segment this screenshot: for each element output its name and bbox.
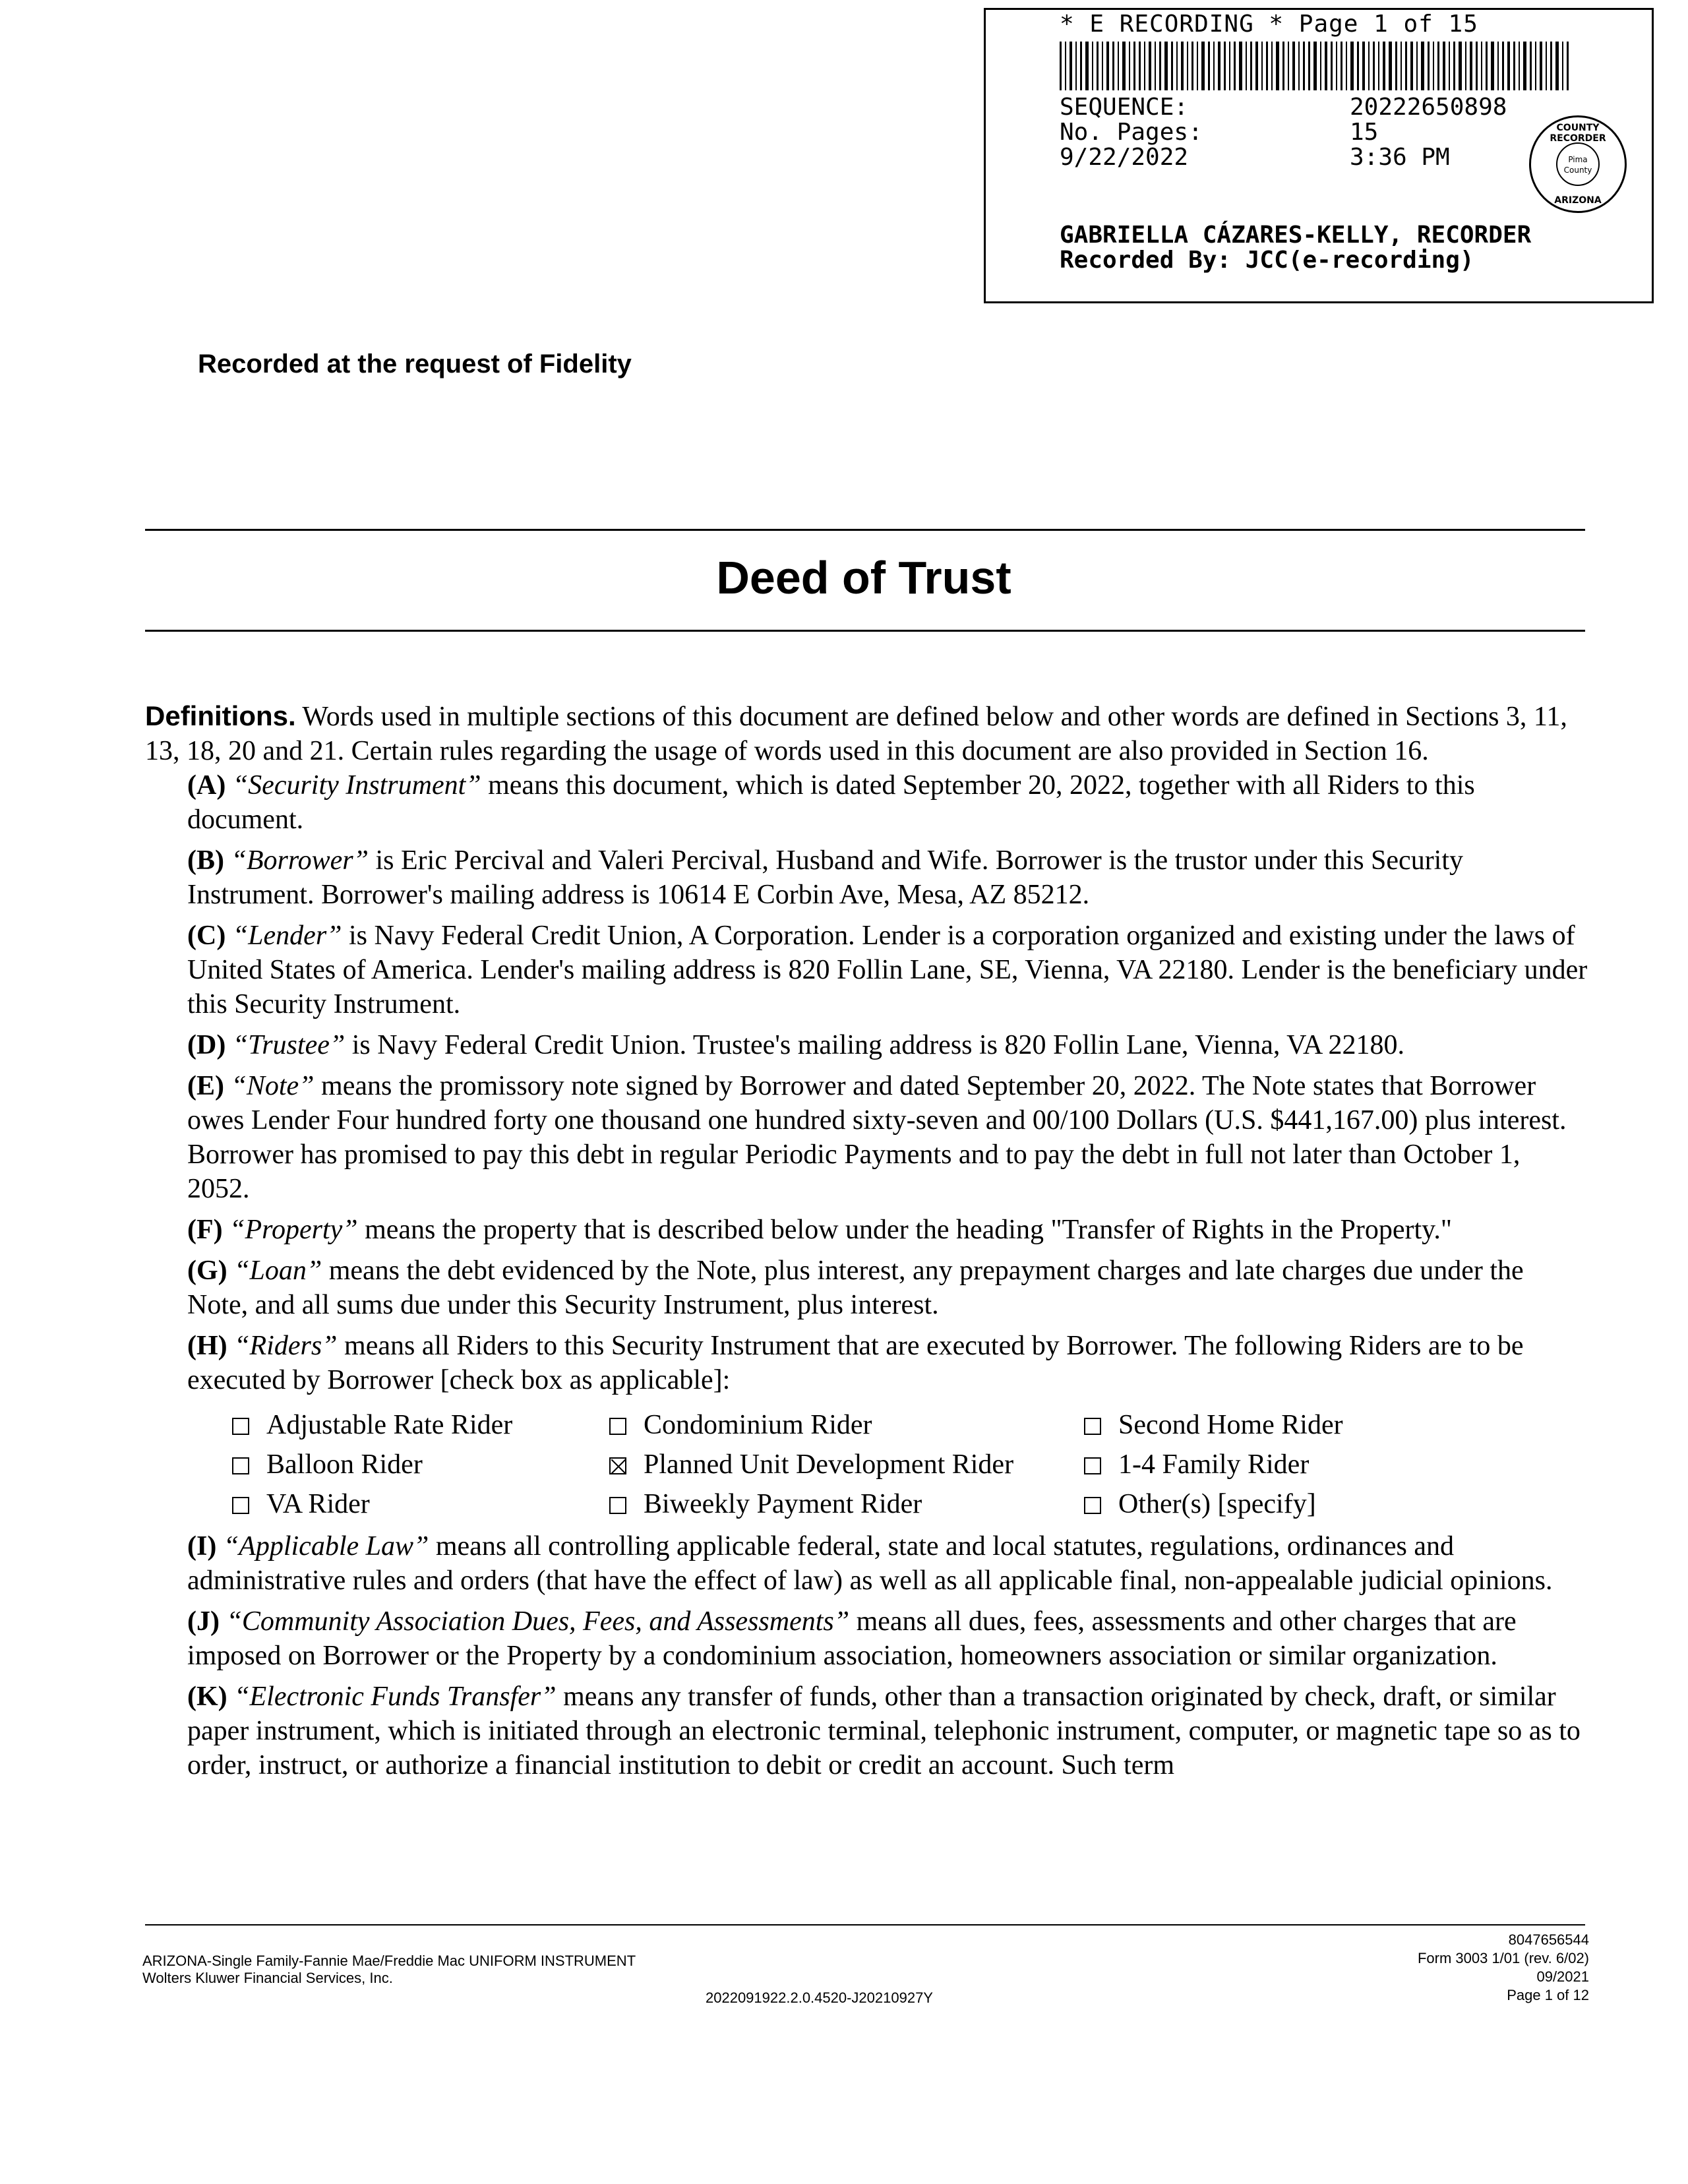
barcode-bar <box>1502 42 1504 90</box>
definition-text: means the property that is described below under the heading "Transfer of Rights in the Property." <box>357 1215 1453 1245</box>
barcode-bar <box>1224 42 1226 90</box>
rider-label: Adjustable Rate Rider <box>266 1410 513 1440</box>
definition-text: means all dues, fees, assessments and other charges that are imposed on Borrower or the Property by a condominium association, homeowners association or similar organization. <box>187 1606 1517 1671</box>
barcode-bar <box>1085 42 1089 90</box>
recorder-name: GABRIELLA CÁZARES-KELLY, RECORDER <box>1060 222 1532 249</box>
barcode-bar <box>1276 42 1279 90</box>
barcode-bar <box>1181 42 1184 90</box>
seal-top-text: COUNTY RECORDER <box>1550 123 1606 144</box>
barcode-bar <box>1097 42 1099 90</box>
pages-label: No. Pages: <box>1060 119 1203 146</box>
barcode-bar <box>1106 42 1109 90</box>
definition-item <box>145 1213 1589 1247</box>
barcode-bar <box>1350 42 1354 90</box>
footer-loan-number: 8047656544 <box>1508 1931 1589 1948</box>
barcode-bar <box>1530 42 1532 90</box>
barcode-bar <box>1470 42 1472 90</box>
footer-rule <box>145 1924 1585 1926</box>
rider-option <box>609 1408 1084 1442</box>
rider-label: Planned Unit Development Rider <box>644 1449 1014 1480</box>
barcode-bar <box>1433 42 1434 90</box>
request-line: Recorded at the request of Fidelity <box>198 349 632 379</box>
rider-option <box>232 1408 609 1442</box>
definition-item <box>145 1680 1589 1782</box>
barcode-bar <box>1118 42 1119 90</box>
definition-text: means all Riders to this Security Instrument that are executed by Borrower. The following Riders are to be executed by Borrower [check box as applicable]: <box>187 1331 1524 1395</box>
definition-item <box>145 1604 1589 1673</box>
barcode-bar <box>1507 42 1510 90</box>
barcode-bar <box>1378 42 1379 90</box>
rider-option <box>232 1447 609 1482</box>
definitions-intro <box>145 699 1589 768</box>
barcode-bar <box>1513 42 1515 90</box>
barcode-bar <box>1271 42 1273 90</box>
barcode-bar <box>1213 42 1215 90</box>
definition-item <box>145 1028 1589 1062</box>
definition-term: “Riders” <box>234 1331 338 1361</box>
barcode-bar <box>1405 42 1407 90</box>
barcode-bar <box>1261 42 1263 90</box>
barcode-bar <box>1459 42 1462 90</box>
seal-center-text: Pima County <box>1556 142 1600 186</box>
definition-letter: (J) <box>187 1606 220 1637</box>
barcode-bar <box>1191 42 1193 90</box>
definition-letter: (F) <box>187 1215 223 1245</box>
barcode-bar <box>1476 42 1478 90</box>
barcode-bar <box>1567 42 1569 90</box>
definition-item <box>145 1254 1589 1322</box>
barcode-bar <box>1070 42 1072 90</box>
county-seal-icon <box>1529 115 1627 213</box>
barcode-bar <box>1416 42 1418 90</box>
definition-letter: (B) <box>187 845 224 876</box>
definition-text: is Navy Federal Credit Union, A Corporation. Lender is a corporation organized and existing under the laws of United States of America. Lender's mailing address is 820 Follin Lane, SE, Vienna, VA 22180. Lender is the beneficiary under this Security Instrument. <box>187 921 1588 1019</box>
barcode-bar <box>1092 42 1093 90</box>
rider-option <box>1084 1447 1414 1482</box>
stamp-header: * E RECORDING * Page 1 of 15 <box>1060 11 1478 38</box>
barcode-bar <box>1102 42 1103 90</box>
rider-label: Biweekly Payment Rider <box>644 1489 922 1519</box>
barcode-bar <box>1255 42 1258 90</box>
barcode-bar <box>1421 42 1424 90</box>
barcode-bar <box>1437 42 1439 90</box>
rider-label: Second Home Rider <box>1118 1410 1343 1440</box>
document-body <box>145 699 1589 1782</box>
barcode-bar <box>1486 42 1488 90</box>
barcode-bar <box>1139 42 1141 90</box>
barcode-bar <box>1266 42 1268 90</box>
checkbox-icon <box>232 1418 249 1435</box>
barcode-bar <box>1060 42 1062 90</box>
barcode-bar <box>1383 42 1385 90</box>
rider-option <box>1084 1487 1414 1521</box>
checkbox-icon <box>1084 1497 1101 1514</box>
barcode-bar <box>1234 42 1236 90</box>
barcode-bar <box>1129 42 1130 90</box>
definition-letter: (C) <box>187 921 226 951</box>
definition-letter: (K) <box>187 1682 227 1712</box>
recording-stamp <box>984 8 1654 303</box>
checkbox-icon <box>609 1497 626 1514</box>
rider-label: 1-4 Family Rider <box>1118 1449 1310 1480</box>
barcode-bar <box>1331 42 1333 90</box>
barcode-bar <box>1395 42 1397 90</box>
barcode-bar <box>1325 42 1327 90</box>
footer-form-number: Form 3003 1/01 (rev. 6/02) <box>1417 1950 1589 1966</box>
barcode-bar <box>1410 42 1413 90</box>
definition-term: “Trustee” <box>232 1030 346 1060</box>
title-rule-top <box>145 529 1585 531</box>
rider-option <box>609 1487 1084 1521</box>
definition-letter: (E) <box>187 1071 224 1101</box>
definition-item <box>145 1069 1589 1206</box>
checkbox-icon <box>232 1497 249 1514</box>
definition-item <box>145 919 1589 1021</box>
definitions-list-continued <box>145 1529 1589 1782</box>
barcode-bar <box>1250 42 1252 90</box>
barcode-bar <box>1341 42 1342 90</box>
barcode-bar <box>1320 42 1321 90</box>
definition-letter: (G) <box>187 1256 227 1286</box>
barcode-bar <box>1519 42 1520 90</box>
barcode-bar <box>1368 42 1370 90</box>
barcode-bar <box>1239 42 1242 90</box>
barcode-bar <box>1449 42 1450 90</box>
definition-text: means this document, which is dated September 20, 2022, together with all Riders to this document. <box>187 770 1475 835</box>
definition-term: “Electronic Funds Transfer” <box>234 1682 557 1712</box>
barcode-bar <box>1550 42 1552 90</box>
definition-text: is Eric Percival and Valeri Percival, Husband and Wife. Borrower is the trustor under this Security Instrument. Borrower's mailing address is 10614 E Corbin Ave, Mesa, AZ 85212. <box>187 845 1464 910</box>
barcode-bar <box>1535 42 1536 90</box>
barcode-bar <box>1401 42 1402 90</box>
barcode-bar <box>1540 42 1542 90</box>
barcode-bar <box>1298 42 1300 90</box>
barcode-bar <box>1292 42 1295 90</box>
definition-term: “Loan” <box>234 1256 322 1286</box>
barcode-bar <box>1523 42 1526 90</box>
barcode-bar <box>1428 42 1430 90</box>
definition-text: means the debt evidenced by the Note, plus interest, any prepayment charges and late charges due under the Note, and all sums due under this Security Instrument, plus interest. <box>187 1256 1524 1320</box>
barcode-bar <box>1357 42 1359 90</box>
footer-right <box>1418 1931 1589 2005</box>
page-title: Deed of Trust <box>716 552 1011 603</box>
barcode-bar <box>1491 42 1494 90</box>
barcode-bar <box>1201 42 1205 90</box>
definition-term: “Property” <box>229 1215 358 1245</box>
riders-checklist <box>232 1408 1589 1521</box>
checkbox-icon <box>1084 1418 1101 1435</box>
barcode-bar <box>1546 42 1547 90</box>
footer-form-date: 09/2021 <box>1536 1968 1589 1985</box>
rider-option <box>609 1447 1084 1482</box>
definition-letter: (I) <box>187 1531 217 1562</box>
barcode-bar <box>1497 42 1499 90</box>
barcode-bar <box>1303 42 1305 90</box>
barcode-bar <box>1453 42 1455 90</box>
barcode-bar <box>1159 42 1161 90</box>
footer-form-name: ARIZONA-Single Family-Fannie Mae/Freddie Mac UNIFORM INSTRUMENT <box>142 1953 636 1969</box>
barcode-bar <box>1336 42 1337 90</box>
definitions-list <box>145 768 1589 1397</box>
rider-option <box>232 1487 609 1521</box>
sequence-label: SEQUENCE: <box>1060 94 1189 121</box>
rider-label: Other(s) [specify] <box>1118 1489 1316 1519</box>
barcode-bar <box>1144 42 1145 90</box>
record-date: 9/22/2022 <box>1060 144 1189 171</box>
barcode-bar <box>1080 42 1082 90</box>
barcode-bar <box>1481 42 1482 90</box>
definition-term: “Note” <box>231 1071 315 1101</box>
barcode-bar <box>1208 42 1210 90</box>
rider-label: Condominium Rider <box>644 1410 872 1440</box>
definition-text: means any transfer of funds, other than a transaction originated by check, draft, or similar paper instrument, which is initiated through an electronic terminal, telephonic instrument, computer, or magnetic tape so as to order, instruct, or authorize a financial institution to debit or credit an account. Such term <box>187 1682 1581 1780</box>
barcode-bar <box>1313 42 1317 90</box>
barcode-bar <box>1197 42 1198 90</box>
barcode <box>1060 42 1624 90</box>
barcode-bar <box>1562 42 1563 90</box>
rider-label: VA Rider <box>266 1489 370 1519</box>
recorded-by: Recorded By: JCC(e-recording) <box>1060 247 1474 274</box>
checked-box-icon <box>609 1457 626 1474</box>
definition-item <box>145 1529 1589 1598</box>
barcode-bar <box>1133 42 1135 90</box>
footer-doc-id: 2022091922.2.0.4520-J20210927Y <box>706 1989 933 2006</box>
record-time: 3:36 PM <box>1350 144 1450 171</box>
checkbox-icon <box>1084 1457 1101 1474</box>
definition-term: “Security Instrument” <box>232 770 481 801</box>
definition-item <box>145 843 1589 912</box>
barcode-bar <box>1282 42 1284 90</box>
barcode-bar <box>1465 42 1466 90</box>
definitions-text: Words used in multiple sections of this document are defined below and other words are defined in Sections 3, 11, 13, 18, 20 and 21. Certain rules regarding the usage of words used in this document are also provided in Section 16. <box>145 702 1567 766</box>
title-rule-bottom <box>145 630 1585 632</box>
pages-value: 15 <box>1350 119 1379 146</box>
barcode-bar <box>1176 42 1178 90</box>
barcode-bar <box>1308 42 1310 90</box>
footer-page-number: Page 1 of 12 <box>1507 1987 1589 2003</box>
definition-letter: (H) <box>187 1331 227 1361</box>
rider-option <box>1084 1408 1414 1442</box>
barcode-bar <box>1218 42 1221 90</box>
barcode-bar <box>1346 42 1347 90</box>
barcode-bar <box>1171 42 1173 90</box>
definition-item <box>145 768 1589 837</box>
barcode-bar <box>1149 42 1151 90</box>
definition-item <box>145 1329 1589 1397</box>
barcode-bar <box>1362 42 1365 90</box>
rider-label: Balloon Rider <box>266 1449 423 1480</box>
definition-text: is Navy Federal Credit Union. Trustee's mailing address is 820 Follin Lane, Vienna, VA 22180. <box>345 1030 1405 1060</box>
barcode-bar <box>1229 42 1230 90</box>
barcode-bar <box>1246 42 1247 90</box>
barcode-bar <box>1555 42 1559 90</box>
definitions-label: Definitions. <box>145 700 296 731</box>
definition-term: “Community Association Dues, Fees, and Assessments” <box>226 1606 850 1637</box>
definition-term: “Lender” <box>232 921 342 951</box>
footer-publisher: Wolters Kluwer Financial Services, Inc. <box>142 1970 393 1986</box>
definition-text: means all controlling applicable federal, state and local statutes, regulations, ordinances and administrative rules and orders (that have the effect of law) as well as all applicable final, non-appealable judicial opinions. <box>187 1531 1553 1596</box>
barcode-bar <box>1373 42 1375 90</box>
checkbox-icon <box>609 1418 626 1435</box>
definition-term: “Applicable Law” <box>223 1531 429 1562</box>
barcode-bar <box>1164 42 1168 90</box>
barcode-bar <box>1065 42 1066 90</box>
definition-letter: (A) <box>187 770 226 801</box>
barcode-bar <box>1122 42 1126 90</box>
barcode-bar <box>1187 42 1188 90</box>
barcode-bar <box>1075 42 1077 90</box>
barcode-bar <box>1443 42 1445 90</box>
sequence-value: 20222650898 <box>1350 94 1507 121</box>
barcode-bar <box>1112 42 1114 90</box>
barcode-bar <box>1155 42 1156 90</box>
barcode-bar <box>1288 42 1289 90</box>
definition-text: means the promissory note signed by Borrower and dated September 20, 2022. The Note states that Borrower owes Lender Four hundred forty one thousand one hundred sixty-seven and 00/100 Dollars (U.S. $441,167.00) plus interest. Borrower has promised to pay this debt in regular Periodic Payments and to pay the debt in full not later than October 1, 2052. <box>187 1071 1567 1204</box>
checkbox-icon <box>232 1457 249 1474</box>
definition-term: “Borrower” <box>231 845 369 876</box>
barcode-bar <box>1389 42 1392 90</box>
definition-letter: (D) <box>187 1030 226 1060</box>
seal-bottom-text: ARIZONA <box>1554 195 1602 206</box>
